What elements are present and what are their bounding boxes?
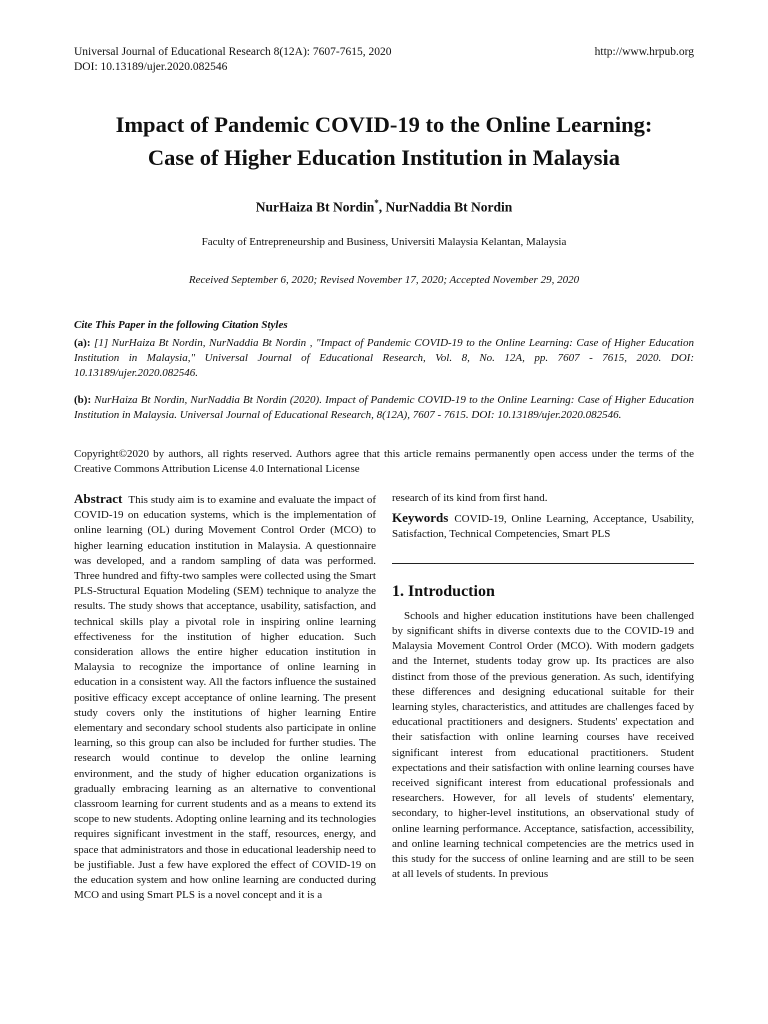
- author-1: NurHaiza Bt Nordin: [255, 199, 375, 215]
- copyright-notice: Copyright©2020 by authors, all rights reserved. Authors agree that this article remains permanently open access under the terms of the Creative Commons Attribution License 4.0 International License: [74, 448, 694, 475]
- citation-a-text: [1] NurHaiza Bt Nordin, NurNaddia Bt Nordin , "Impact of Pandemic COVID-19 to the Online Learning: Case of Higher Education Institution in Malaysia," Universal Journal of Educational Research, Vol. 8, No. 12A, pp. 7607 - 7615, 2020. DOI: 10.13189/ujer.2020.082546.: [74, 337, 694, 379]
- corresponding-author-marker: *: [374, 198, 379, 208]
- citation-style-a: [74, 336, 694, 381]
- keywords-text: COVID-19, Online Learning, Acceptance, Usability, Satisfaction, Technical Competencies, Smart PLS: [392, 513, 694, 541]
- paper-title: [40, 108, 728, 174]
- left-column: [74, 491, 376, 903]
- citation-style-b: [74, 393, 694, 423]
- running-header: [74, 45, 694, 75]
- publisher-url[interactable]: http://www.hrpub.org: [594, 46, 694, 58]
- citation-b-text: NurHaiza Bt Nordin, NurNaddia Bt Nordin (2020). Impact of Pandemic COVID-19 to the Online Learning: Case of Higher Education Institution in Malaysia. Universal Journal of Educational Research, 8(12A), 7607 - 7615. DOI: 10.13189/ujer.2020.082546.: [74, 394, 694, 421]
- abstract-continuation: research of its kind from first hand.: [392, 492, 548, 504]
- abstract-text: This study aim is to examine and evaluate the impact of COVID-19 on education systems, which is the implementation of online learning (OL) during Movement Control Order (MCO) to higher learning education institution in Malaysia. A questionnaire was developed, and a random sampling of data was performed. Three hundred and fifty-two samples were collected using the Smart PLS-Structural Equation Modeling (SEM) technique to analyze the results. The study shows that acceptance, usability, satisfaction, and technical skills play a pivotal role in inspiring online learning effectiveness for the institution of higher education. Such consideration allows the entire higher education institution in Malaysia to recognize the importance of online learning in education in a consistent way. All the factors influence the sustained positive efficacy except acceptance of online learning. The present study covers only the institutions of higher learning Entire elementary and secondary school students also participate in online learning, so this group can also be included for further studies. The research would continue to develop the online learning environment, and the study of higher education organizations is gradually embracing learning as an alternative to conventional classroom learning for current students and as a means to extend its scope to new students. Adopting online learning and its technologies requires significant investment in the staff, resources, energy, and space that administrators and those in educational leadership need to be justifiable. Just a few have explored the effect of COVID-19 on the education system and how online learning are conducted during MCO and using Smart PLS is a novel concept and it is a: [74, 494, 376, 902]
- section-divider: [392, 563, 694, 564]
- title-line-2: Case of Higher Education Institution in Malaysia: [147, 145, 621, 170]
- received-dates: Received September 6, 2020; Revised November 17, 2020; Accepted November 29, 2020: [188, 274, 580, 286]
- author-2: , NurNaddia Bt Nordin: [378, 199, 513, 215]
- citation-a-label: (a):: [74, 337, 91, 349]
- right-column: [392, 491, 694, 882]
- doi-line: DOI: 10.13189/ujer.2020.082546: [74, 61, 228, 73]
- abstract: [74, 491, 376, 903]
- citation-heading: Cite This Paper in the following Citation Styles: [74, 319, 288, 331]
- affiliation: Faculty of Entrepreneurship and Business, Universiti Malaysia Kelantan, Malaysia: [201, 236, 567, 248]
- abstract-heading: Abstract: [74, 491, 123, 506]
- citation-b-label: (b):: [74, 394, 92, 406]
- introduction-text: Schools and higher education institutions have been challenged by significant shifts in diverse contexts due to the COVID-19 and Malaysia Movement Control Order (MCO). With modern gadgets and the Internet, students today grow up. Its practices are also distinct from those of the previous generation. As such, identifying these differences and designing educational suitable for their learning styles, characteristics, and attitudes are challenges faced by educational practitioners and designers. Students' expectation and their satisfaction with online learning courses have received significant interest from educational practitioners. Student expectations and their satisfaction with online learning courses have received significant interest from educational professionals and researchers. However, for all levels of students' elementary, secondary, to higher-level institutions, an observational study of online learning performance. Acceptance, satisfaction, accessibility, and online learning technical competencies are the metrics used in this study for the success of online learning and are still to be seen at all levels of students. In previous: [392, 609, 694, 881]
- journal-citation-line: Universal Journal of Educational Research 8(12A): 7607-7615, 2020: [74, 46, 392, 58]
- keywords-heading: Keywords: [392, 510, 449, 526]
- introduction-heading: 1. Introduction: [392, 582, 495, 600]
- keywords: [392, 510, 694, 542]
- author-list: [0, 198, 768, 216]
- title-line-1: Impact of Pandemic COVID-19 to the Online Learning:: [115, 112, 653, 137]
